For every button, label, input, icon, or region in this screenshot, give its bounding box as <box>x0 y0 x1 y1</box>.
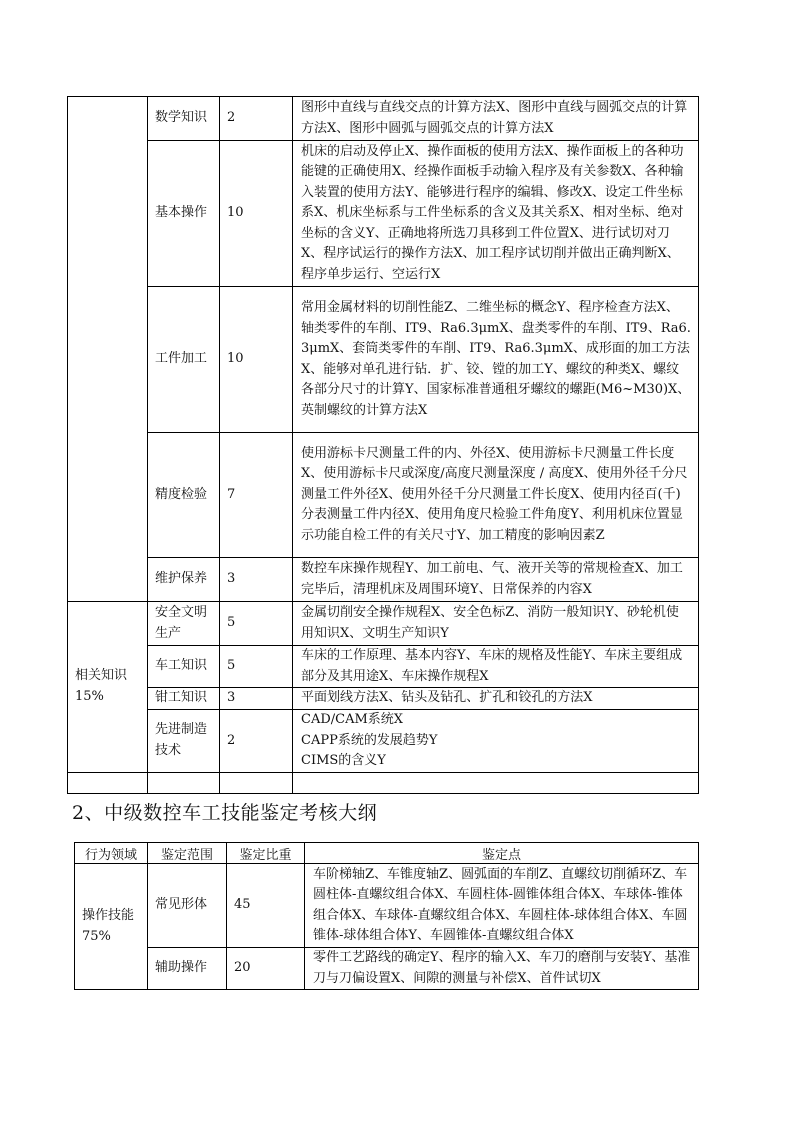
table-row <box>68 433 699 558</box>
weight-cell: 5 <box>220 646 293 688</box>
weight-cell: 10 <box>220 287 293 433</box>
section-heading: 2、中级数控车工技能鉴定考核大纲 <box>72 802 378 824</box>
weight-cell: 10 <box>220 141 293 287</box>
table-row <box>68 646 699 688</box>
scope-cell: 维护保养 <box>148 558 220 602</box>
scope-cell: 常见形体 <box>148 864 227 948</box>
table-row <box>68 287 699 433</box>
points-cell: CAD/CAM系统X CAPP系统的发展趋势Y CIMS的含义Y <box>293 710 699 773</box>
table-row <box>68 97 699 141</box>
table-row <box>75 948 699 990</box>
column-header: 鉴定范围 <box>148 843 227 864</box>
scope-cell: 工件加工 <box>148 287 220 433</box>
points-cell: 图形中直线与直线交点的计算方法X、图形中直线与圆弧交点的计算方法X、图形中圆弧与圆弧交点的计算方法X <box>293 97 699 141</box>
weight-cell: 2 <box>220 97 293 141</box>
assessment-table-continued <box>67 96 699 794</box>
scope-cell: 基本操作 <box>148 141 220 287</box>
points-cell: 平面划线方法X、钻头及钻孔、扩孔和铰孔的方法X <box>293 688 699 710</box>
weight-cell: 3 <box>220 558 293 602</box>
intermediate-assessment-table <box>74 842 699 990</box>
column-header: 鉴定比重 <box>227 843 305 864</box>
scope-cell: 先进制造 技术 <box>148 710 220 773</box>
header-row <box>75 843 699 864</box>
weight-cell: 2 <box>220 710 293 773</box>
points-cell: 车阶梯轴Z、车锥度轴Z、圆弧面的车削Z、直螺纹切削循环Z、车圆柱体-直螺纹组合体X、车圆柱体-圆锥体组合体X、车球体-锥体组合体X、车球体-直螺纹组合体X、车圆柱体-球体组合体X、车圆锥体-球体组合体Y、车圆锥体-直螺纹组合体X <box>305 864 699 948</box>
scope-cell: 数学知识 <box>148 97 220 141</box>
table-row <box>68 558 699 602</box>
empty-cell <box>220 772 293 793</box>
empty-cell <box>148 772 220 793</box>
points-cell: 车床的工作原理、基本内容Y、车床的规格及性能Y、车床主要组成部分及其用途X、车床操作规程X <box>293 646 699 688</box>
points-cell: 零件工艺路线的确定Y、程序的输入X、车刀的磨削与安装Y、基准刀与刀偏设置X、间隙的测量与补偿X、首件试切X <box>305 948 699 990</box>
points-cell: 使用游标卡尺测量工件的内、外径X、使用游标卡尺测量工件长度X、使用游标卡尺或深度/高度尺测量深度 / 高度X、使用外径千分尺测量工件外径X、使用外径千分尺测量工件长度X、使用内径百(千)分表测量工件内径X、使用角度尺检验工件角度Y、利用机床位置显示功能自检工件的有关尺寸Y、加工精度的影响因素Z <box>293 433 699 558</box>
points-cell: 数控车床操作规程Y、加工前电、气、液开关等的常规检查X、加工完毕后，清理机床及周围环境Y、日常保养的内容X <box>293 558 699 602</box>
empty-cell <box>68 772 148 793</box>
scope-cell: 钳工知识 <box>148 688 220 710</box>
table-row <box>75 864 699 948</box>
points-cell: 常用金属材料的切削性能Z、二维坐标的概念Y、程序检查方法X、轴类零件的车削、IT9、Ra6.3μmX、盘类零件的车削、IT9、Ra6.3μmX、套筒类零件的车削、IT9、Ra6.3μmX、成形面的加工方法X、能够对单孔进行钻．扩、铰、镗的加工Y、螺纹的种类X、螺纹各部分尺寸的计算Y、国家标准普通租牙螺纹的螺距(M6~M30)X、英制螺纹的计算方法X <box>293 287 699 433</box>
weight-cell: 45 <box>227 864 305 948</box>
table-row <box>68 710 699 773</box>
column-header: 行为领域 <box>75 843 148 864</box>
domain-cell: 操作技能 75% <box>75 864 148 990</box>
weight-cell: 3 <box>220 688 293 710</box>
domain-cell <box>68 97 148 602</box>
scope-cell: 安全文明 生产 <box>148 602 220 646</box>
empty-cell <box>293 772 699 793</box>
weight-cell: 7 <box>220 433 293 558</box>
weight-cell: 20 <box>227 948 305 990</box>
scope-cell: 辅助操作 <box>148 948 227 990</box>
table-row <box>68 602 699 646</box>
table-row <box>68 141 699 287</box>
column-header: 鉴定点 <box>305 843 699 864</box>
points-cell: 机床的启动及停止X、操作面板的使用方法X、操作面板上的各种功能键的正确使用X、经操作面板手动输入程序及有关参数X、各种输入装置的使用方法Y、能够进行程序的编辑、修改X、设定工件坐标系X、机床坐标系与工件坐标系的含义及其关系X、相对坐标、绝对坐标的含义Y、正确地将所选刀具移到工件位置X、进行试切对刀X、程序试运行的操作方法X、加工程序试切削并做出正确判断X、程序单步运行、空运行X <box>293 141 699 287</box>
scope-cell: 车工知识 <box>148 646 220 688</box>
points-cell: 金属切削安全操作规程X、安全色标Z、消防一般知识Y、砂轮机使用知识X、文明生产知识Y <box>293 602 699 646</box>
scope-cell: 精度检验 <box>148 433 220 558</box>
domain-cell: 相关知识 15% <box>68 602 148 773</box>
table-row <box>68 688 699 710</box>
empty-row <box>68 772 699 793</box>
weight-cell: 5 <box>220 602 293 646</box>
